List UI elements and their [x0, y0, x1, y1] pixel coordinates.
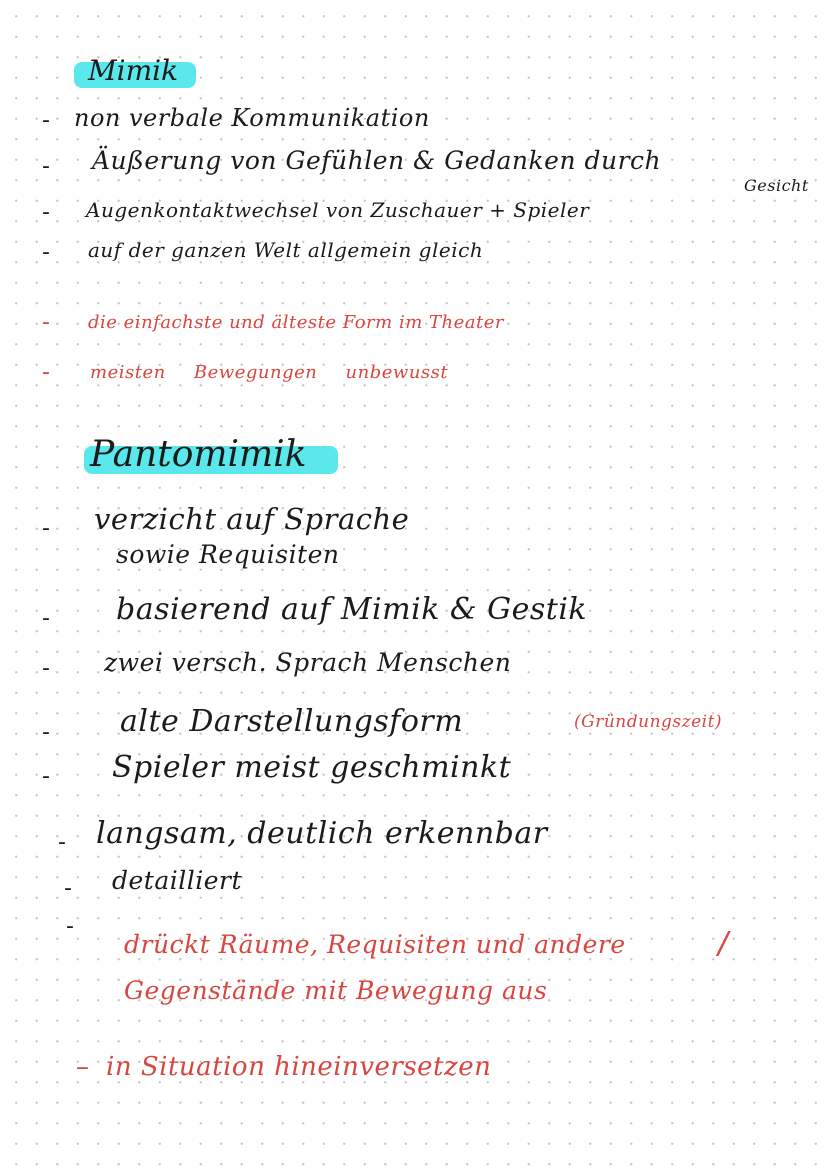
bullet-dash: -	[42, 516, 50, 541]
bullet-dash: -	[42, 200, 50, 225]
margin-note: Gesicht	[744, 176, 809, 195]
list-item: zwei versch. Sprach Menschen	[104, 648, 512, 677]
red-list-item: die einfachste und älteste Form im Theater	[88, 312, 504, 333]
list-item: alte Darstellungsform	[120, 704, 464, 739]
red-list-item: in Situation hineinversetzen	[106, 1052, 492, 1082]
list-item: non verbale Kommunikation	[74, 104, 430, 132]
bullet-dash: -	[42, 310, 50, 335]
list-item: sowie Requisiten	[116, 540, 340, 569]
bullet-dash: -	[58, 830, 66, 855]
bullet-dash: -	[42, 108, 50, 133]
section-title-pantomimik: Pantomimik	[90, 434, 307, 475]
list-item: detailliert	[112, 866, 243, 895]
bullet-dash: -	[42, 606, 50, 631]
list-item: langsam, deutlich erkennbar	[96, 816, 548, 851]
bullet-dash: -	[42, 154, 50, 179]
list-item: basierend auf Mimik & Gestik	[116, 592, 588, 627]
list-item: auf der ganzen Welt allgemein gleich	[88, 238, 484, 262]
list-item: Augenkontaktwechsel von Zuschauer + Spieler	[86, 198, 590, 222]
bullet-dash: -	[42, 764, 50, 789]
section-title-mimik: Mimik	[88, 54, 179, 87]
list-item: Äußerung von Gefühlen & Gedanken durch	[92, 146, 662, 175]
list-item: Spieler meist geschminkt	[112, 750, 512, 785]
bullet-dash: -	[42, 360, 50, 385]
bullet-dash: -	[42, 240, 50, 265]
red-bullet-dash: –	[76, 1052, 90, 1082]
red-line: Gegenstände mit Bewegung aus	[124, 976, 548, 1005]
red-list-item: meisten Bewegungen unbewusst	[90, 362, 449, 383]
slash-mark: /	[718, 926, 729, 961]
red-note: (Gründungszeit)	[574, 712, 723, 732]
bullet-dash: -	[66, 914, 74, 939]
red-line: drückt Räume, Requisiten und andere	[124, 930, 626, 959]
bullet-dash: -	[42, 656, 50, 681]
list-item: verzicht auf Sprache	[94, 502, 410, 536]
bullet-dash: -	[64, 876, 72, 901]
bullet-dash: -	[42, 720, 50, 745]
